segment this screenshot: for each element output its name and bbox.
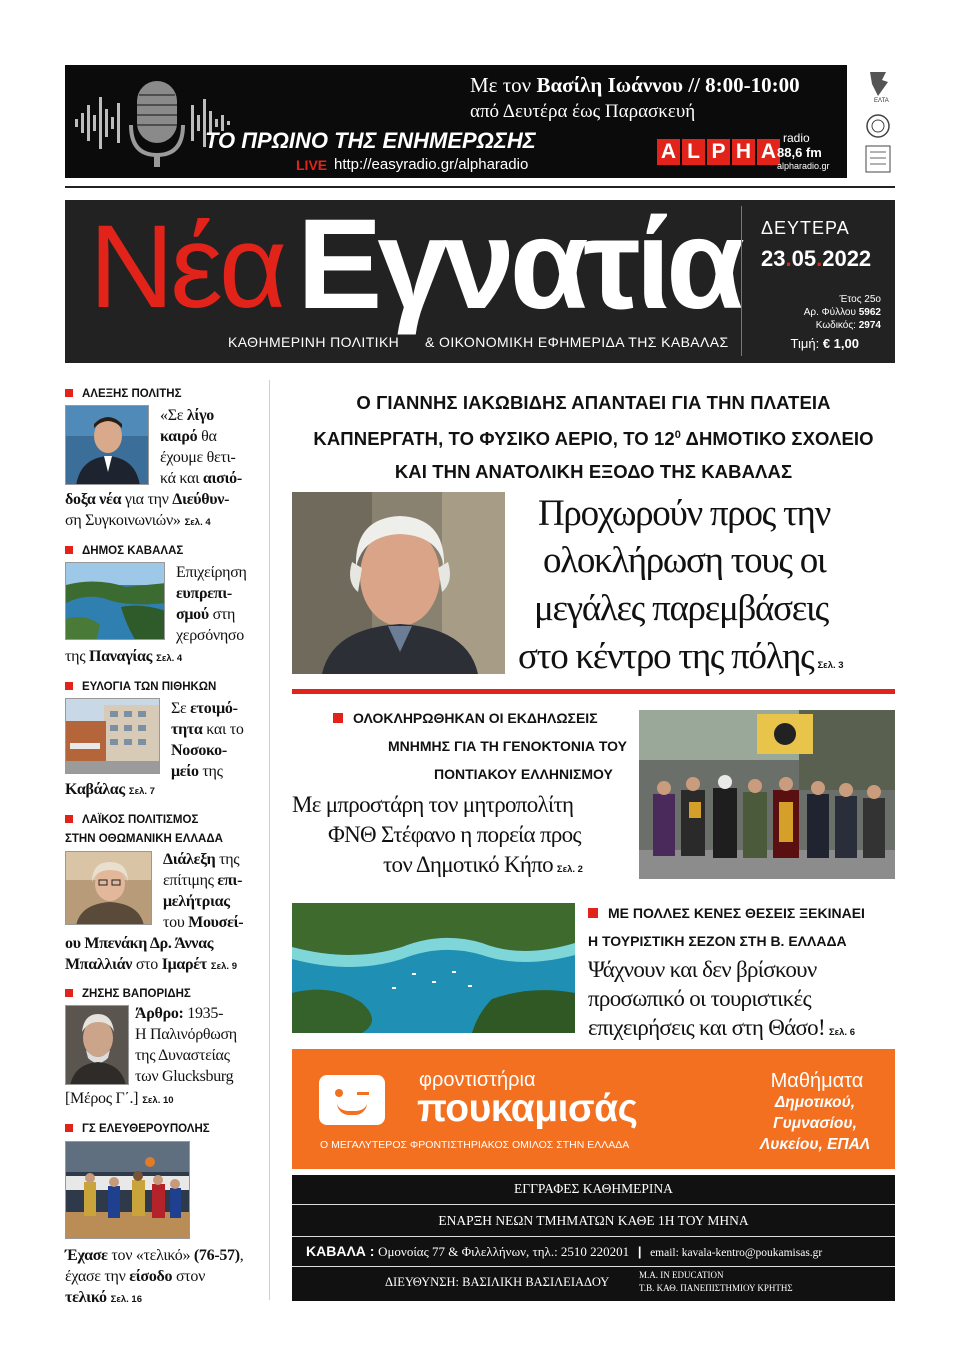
masthead [65, 193, 895, 363]
sidebar-label-4: ΛΑΪΚΟΣ ΠΟΛΙΤΙΣΜΟΣ [65, 814, 198, 826]
page-ref: Σελ. 7 [128, 786, 155, 797]
page-ref: Σελ. 3 [817, 660, 844, 671]
sidebar-label-1: ΑΛΕΞΗΣ ΠΟΛΙΤΗΣ [65, 388, 182, 400]
ad-tagline: Ο ΜΕΓΑΛΥΤΕΡΟΣ ΦΡΟΝΤΙΣΤΗΡΙΑΚΟΣ ΟΜΙΛΟΣ ΣΤΗΝ ΕΛΛΑΔΑ [320, 1139, 630, 1151]
ad-address-row: ΚΑΒΑΛΑ : Ομονοίας 77 & Φιλελλήνων, τηλ.: 2510 220201 | email: kavala-kentro@poukamisas.gr [306, 1243, 823, 1259]
lead-photo-iakovidis [292, 492, 505, 674]
thumb-panagia-coast [65, 562, 165, 640]
sidebar-text-5[interactable]: Άρθρο: 1935- [135, 1005, 224, 1022]
ad-lessons-line1: Δημοτικού, [774, 1094, 856, 1111]
issue-code: Κωδικός: 2974 [815, 320, 881, 331]
ad-degree2: Τ.Β. ΚΑΘ. ΠΑΝΕΠΙΣΤΗΜΙΟΥ ΚΡΗΤΗΣ [639, 1283, 793, 1293]
page-ref: Σελ. 2 [556, 864, 583, 875]
story2-title-line3: τον Δημοτικό Κήπο Σελ. 2 [383, 852, 583, 877]
lead-title-line2: ολοκλήρωση τους οι [543, 540, 826, 581]
ad-lessons-line2: Γυμνασίου, [773, 1115, 857, 1132]
story2-photo-procession [639, 710, 895, 879]
story3-title-line3: επιχειρήσεις και στη Θάσο! Σελ. 6 [588, 1015, 855, 1040]
ad-director: ΔΙΕΥΘΥΝΣΗ: ΒΑΣΙΛΙΚΗ ΒΑΣΙΛΕΙΑΔΟΥ [385, 1275, 610, 1289]
lead-title-line1[interactable]: Προχωρούν προς την [538, 493, 831, 534]
sidebar-text-6[interactable]: Έχασε τον «τελικό» (76-57), [65, 1247, 244, 1264]
lead-title-line3: μεγάλες παρεμβάσεις [534, 588, 828, 629]
radio-schedule: από Δευτέρα έως Παρασκευή [470, 101, 696, 122]
radio-ad-banner[interactable] [65, 65, 847, 178]
live-badge: LIVE [296, 157, 328, 173]
sidebar-text-3[interactable]: Σε ετοιμό- [171, 700, 238, 717]
red-square-icon [65, 682, 73, 690]
ad-lessons-title: Μαθήματα [770, 1070, 864, 1092]
red-square-icon [65, 989, 73, 997]
ad-email: email: kavala-kentro@poukamisas.gr [650, 1247, 823, 1259]
red-square-icon [65, 389, 73, 397]
ad-separator [292, 1266, 895, 1267]
page-ref: Σελ. 16 [110, 1294, 142, 1305]
story2-title-line1[interactable]: Με μπροστάρη τον μητροπολίτη [292, 792, 574, 817]
story3-photo-thassos [292, 903, 575, 1033]
story2-kicker-line2: ΜΝΗΜΗΣ ΓΙΑ ΤΗ ΓΕΝΟΚΤΟΝΙΑ ΤΟΥ [388, 738, 627, 754]
lead-red-rule [292, 689, 895, 694]
radio-frequency: 88,6 fm [777, 145, 822, 160]
lead-title-line4: στο κέντρο της πόλης Σελ. 3 [518, 636, 844, 677]
sidebar-label-4b: ΣΤΗΝ ΟΘΩΜΑΝΙΚΗ ΕΛΛΑΔΑ [65, 833, 223, 845]
top-divider [65, 186, 895, 188]
issue-date: 23.05.2022 [761, 246, 872, 271]
elta-label: ΕΛΤΑ [874, 98, 889, 104]
ad-separator [292, 1236, 895, 1237]
page-ref: Σελ. 6 [828, 1027, 855, 1038]
masthead-divider [741, 206, 742, 356]
red-square-icon [65, 815, 73, 823]
issue-number: Αρ. Φύλλου 5962 [803, 307, 881, 318]
thumb-zisis-vaporidis [65, 1005, 129, 1085]
postal-seals [860, 68, 898, 178]
sidebar-label-5: ΖΗΣΗΣ ΒΑΠΟΡΙΔΗΣ [65, 988, 191, 1000]
issue-day: ΔΕΥΤΕΡΑ [761, 218, 850, 238]
lead-kicker: Ο ΓΙΑΝΝΗΣ ΙΑΚΩΒΙΔΗΣ ΑΠΑΝΤΑΕΙ ΓΙΑ ΤΗΝ ΠΛΑΤΕΙΑ ΚΑΠΝΕΡΓΑΤΗ, ΤΟ ΦΥΣΙΚΟ ΑΕΡΙΟ, ΤΟ $12^0$ ΔΗΜΟΤΙΚΟ ΣΧΟΛΕΙΟ ΚΑΙ ΤΗΝ ΑΝΑΤΟΛΙΚΗ ΕΞΟΔΟ ΤΗΣ ΚΑΒΑΛΑΣ [313, 392, 874, 483]
ad-brand-small: φροντιστήρια [419, 1069, 536, 1091]
logo-letter: A [657, 139, 680, 165]
story3-title-line2: προσωπικό οι τουριστικές [588, 986, 811, 1011]
radio-site: alpharadio.gr [777, 161, 830, 171]
microphone-soundwave-graphic [73, 75, 243, 170]
ad-lessons-line3: Λυκείου, ΕΠΑΛ [759, 1136, 871, 1153]
story3-kicker-line2: Η ΤΟΥΡΙΣΤΙΚΗ ΣΕΖΟΝ ΣΤΗ Β. ΕΛΛΑΔΑ [588, 933, 847, 949]
thumb-alexis-politis [65, 405, 149, 485]
ad-enrolment: ΕΓΓΡΑΦΕΣ ΚΑΘΗΜΕΡΙΝΑ [514, 1181, 673, 1196]
radio-host-name: Βασίλη Ιωάννου [536, 73, 683, 97]
page-ref: Σελ. 4 [156, 653, 183, 664]
sidebar-text-1[interactable]: «Σε λίγο [160, 407, 214, 424]
story3-title-line1[interactable]: Ψάχνουν και δεν βρίσκουν [588, 957, 817, 982]
sidebar-label-6: ΓΣ ΕΛΕΥΘΕΡΟΥΠΟΛΗΣ [65, 1123, 210, 1135]
column-rule [269, 380, 270, 1300]
ad-separator [292, 1204, 895, 1205]
masthead-slogan-part1: ΚΑΘΗΜΕΡΙΝΗ ΠΟΛΙΤΙΚΗ [228, 334, 400, 350]
page-ref: Σελ. 10 [142, 1095, 174, 1106]
logo-letter: H [732, 139, 755, 165]
radio-time: // 8:00-10:00 [688, 73, 800, 97]
sidebar-label-3: ΕΥΛΟΓΙΑ ΤΩΝ ΠΙΘΗΚΩΝ [65, 681, 216, 693]
poukamisas-ad-info [292, 1175, 895, 1301]
story2-title-line2: ΦΝΘ Στέφανο η πορεία προς [328, 822, 581, 847]
alpha-radio-logo [657, 139, 782, 165]
radio-word: radio [783, 131, 810, 145]
sidebar-label-2: ΔΗΜΟΣ ΚΑΒΑΛΑΣ [65, 545, 183, 557]
poukamisas-ad[interactable] [292, 1049, 895, 1169]
ad-new-classes: ΕΝΑΡΞΗ ΝΕΩΝ ΤΜΗΜΑΤΩΝ ΚΑΘΕ 1Η ΤΟΥ ΜΗΝΑ [438, 1213, 749, 1228]
masthead-slogan-part2: & ΟΙΚΟΝΟΜΙΚΗ ΕΦΗΜΕΡΙΔΑ ΤΗΣ ΚΑΒΑΛΑΣ [425, 334, 729, 350]
radio-host-line: Με τον Βασίλη Ιωάννου // 8:00-10:00 [470, 73, 800, 97]
masthead-title-egnatia: Εγνατία [297, 193, 740, 336]
page-ref: Σελ. 4 [184, 517, 211, 528]
story3-kicker-line1: ΜΕ ΠΟΛΛΕΣ ΚΕΝΕΣ ΘΕΣΕΙΣ ΞΕΚΙΝΑΕΙ [588, 905, 865, 921]
radio-url-link[interactable]: http://easyradio.gr/alpharadio [334, 156, 529, 173]
masthead-title-nea: Νέα [89, 201, 284, 333]
logo-letter: L [682, 139, 705, 165]
story2-kicker-line3: ΠΟΝΤΙΑΚΟΥ ΕΛΛΗΝΙΣΜΟΥ [434, 766, 613, 782]
thumb-anna-ballian [65, 851, 152, 925]
red-square-icon [65, 1124, 73, 1132]
thumb-hospital [65, 698, 160, 774]
red-square-icon [65, 546, 73, 554]
ad-degree1: M.A. IN EDUCATION [639, 1270, 724, 1280]
red-square-icon [588, 908, 598, 918]
red-square-icon [333, 713, 343, 723]
issue-price: Τιμή: € 1,00 [790, 336, 859, 351]
sidebar-text-4[interactable]: Διάλεξη της [163, 851, 240, 868]
ad-brand-big: πουκαμισάς [417, 1087, 638, 1130]
story2-kicker-line1: ΟΛΟΚΛΗΡΩΘΗΚΑΝ ΟΙ ΕΚΔΗΛΩΣΕΙΣ [333, 710, 598, 726]
smiley-logo-icon [319, 1075, 385, 1125]
thumb-basketball [65, 1141, 190, 1239]
sidebar-text-2[interactable]: Επιχείρηση [176, 564, 247, 581]
logo-letter: A [757, 139, 780, 165]
issue-year: Έτος 25ο [839, 294, 881, 305]
radio-show-title: ΤΟ ΠΡΩΙΝΟ ΤΗΣ ΕΝΗΜΕΡΩΣΗΣ [205, 128, 536, 153]
logo-letter: P [707, 139, 730, 165]
page-ref: Σελ. 9 [210, 961, 237, 972]
